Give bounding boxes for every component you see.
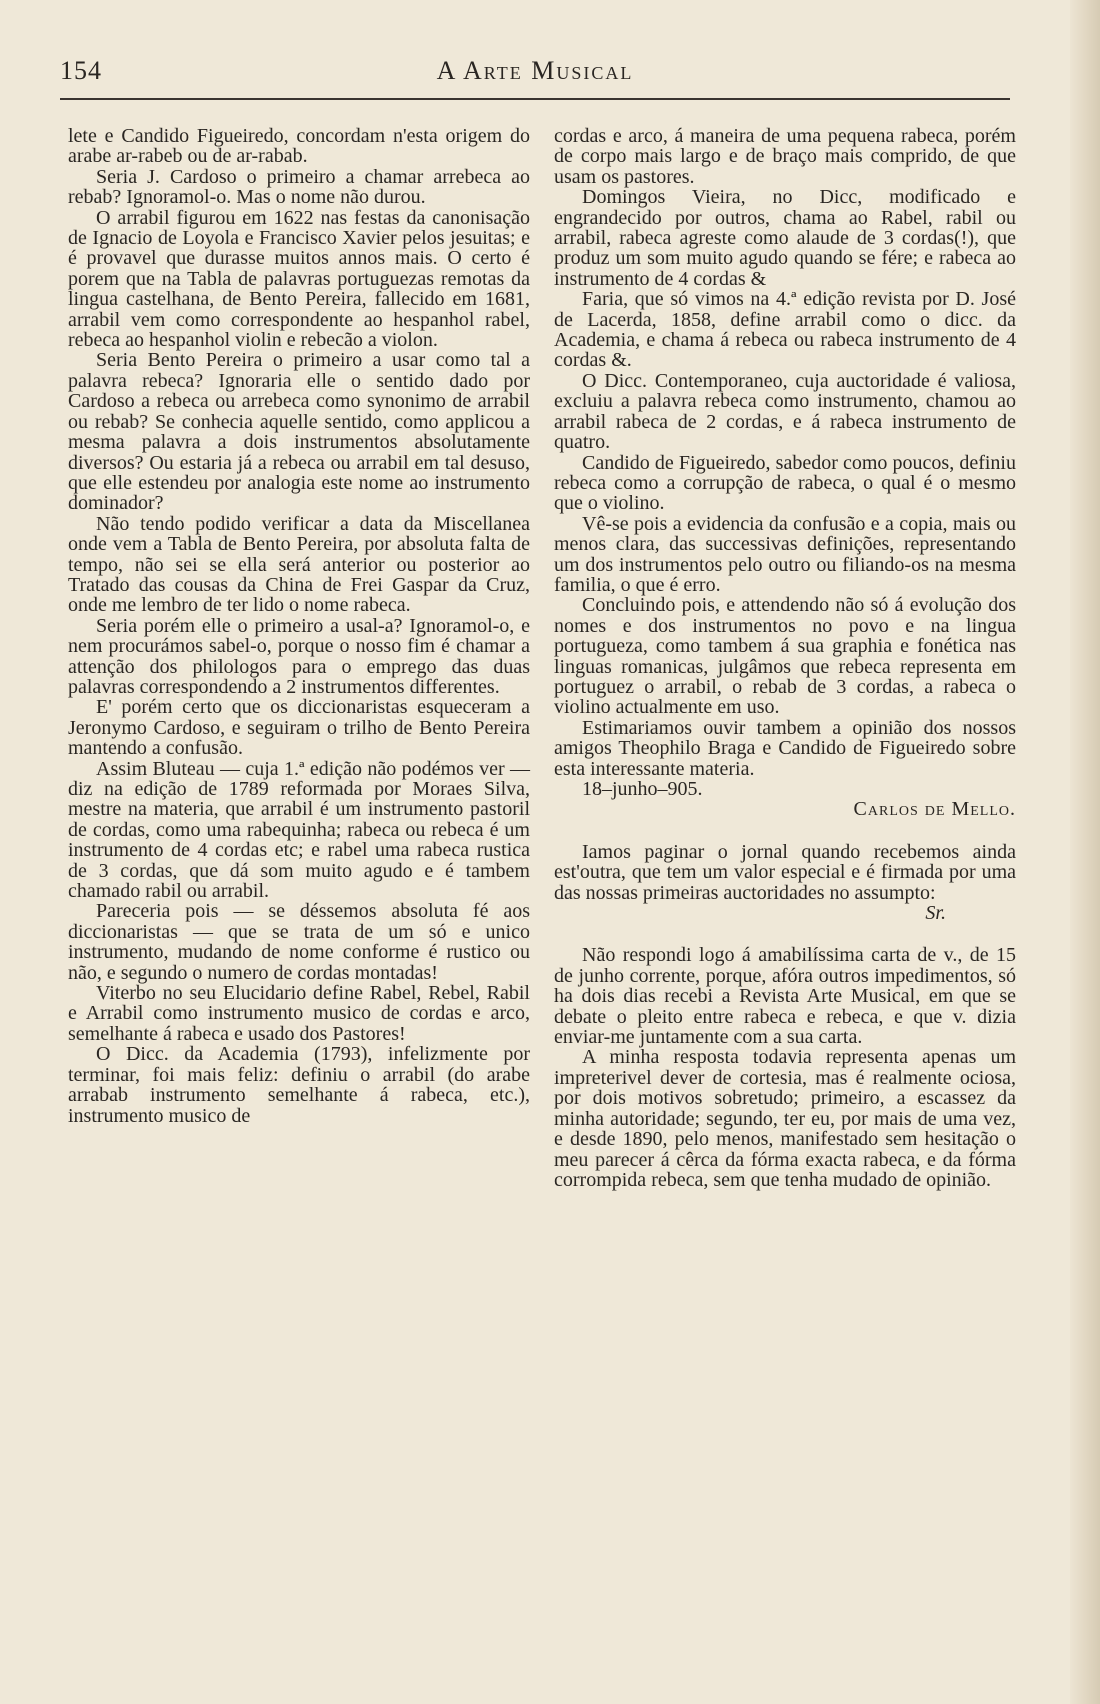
salutation: Sr. — [925, 902, 946, 925]
page-header — [60, 56, 1010, 96]
paragraph: Seria porém elle o primeiro a usal-a? Ignoramol-o, e nem procurámos sabel-o, porque o nosso fim é chamar a attenção dos philologos para o emprego das duas palavras correspondendo a 2 instrumentos differentes. — [68, 614, 530, 698]
paragraph: cordas e arco, á maneira de uma pequena rabeca, porém de corpo mais largo e de braço mais comprido, de que usam os pastores. — [554, 125, 1016, 188]
paragraph: Domingos Vieira, no Dicc, modificado e engrandecido por outros, chama ao Rabel, rabil ou arrabil, rabeca agreste como alaude de 3 cordas(!), que produz um som muito agudo quando se fére; e rabeca ao instrumento de 4 cordas & — [554, 186, 1016, 290]
header-rule — [60, 98, 1010, 100]
date-line: 18–junho–905. — [582, 778, 703, 800]
signature: Carlos de Mello. — [853, 798, 1016, 821]
paragraph: Pareceria pois — se déssemos absoluta fé aos diccionaristas — que se trata de um só e unico instrumento, mudando de nome conforme é rustico ou não, e segundo o numero de cordas montadas! — [68, 900, 530, 984]
paragraph: Concluindo pois, e attendendo não só á evolução dos nomes e dos instrumentos no povo e na lingua portugueza, como tambem á sua graphia e fonética nas linguas romanicas, julgâmos que rebeca representa em portuguez o arrabil, o rebab de 3 cordas, a rabeca o violino actualmente em uso. — [554, 594, 1016, 719]
paragraph: Vê-se pois a evidencia da confusão e a copia, mais ou menos clara, das successivas definições, representando um dos instrumentos pelo outro ou filiando-os na mesma familia, o que é erro. — [554, 512, 1016, 596]
paragraph: Assim Bluteau — cuja 1.ª edição não podémos ver — diz na edição de 1789 reformada por Moraes Silva, mestre na materia, que arrabil é um instrumento pastoril de cordas, como uma rabequinha; rabeca ou rebeca é um instrumento de 4 cordas etc; e rabel uma rabeca rustica de 3 cordas, que dá som muito agudo e é tambem chamado rabil ou arrabil. — [68, 757, 530, 903]
paragraph: Seria J. Cardoso o primeiro a chamar arrebeca ao rebab? Ignoramol-o. Mas o nome não durou. — [68, 165, 530, 209]
section-spacer — [554, 923, 1016, 945]
paragraph: O Dicc. da Academia (1793), infelizmente por terminar, foi mais feliz: definiu o arrabil (do arabe arrabab instrumento semelhante á rabeca, etc.), instrumento musico de — [68, 1043, 530, 1127]
paragraph: O arrabil figurou em 1622 nas festas da canonisação de Ignacio de Loyola e Francisco Xavier pelos jesuitas; e é provavel que durasse muitos annos mais. O certo é porem que na Tabla de palavras portuguezas remotas da lingua castelhana, de Bento Pereira, fallecido em 1681, arrabil vem como correspondente ao hespanhol rabel, rebeca ao hespanhol violin e rebecão a violon. — [68, 206, 530, 352]
paragraph: Viterbo no seu Elucidario define Rabel, Rebel, Rabil e Arrabil como instrumento musico de cordas e arco, semelhante á rabeca e usado dos Pastores! — [68, 982, 530, 1045]
paragraph: O Dicc. Contemporaneo, cuja auctoridade é valiosa, excluiu a palavra rebeca como instrumento, chamou ao arrabil rabeca de 2 cordas, e á rabeca instrumento de quatro. — [554, 369, 1016, 454]
paragraph: Não tendo podido verificar a data da Miscellanea onde vem a Tabla de Bento Pereira, por absoluta falta de tempo, não sei se ella será anterior ou posterior ao Tratado das cousas da China de Frei Gaspar da Cruz, onde me lembro de ter lido o nome rabeca. — [68, 512, 530, 617]
paragraph: Seria Bento Pereira o primeiro a usar como tal a palavra rebeca? Ignoraria elle o sentido dado por Cardoso a rebeca ou arrebeca como synonimo de arrabil ou rebab? Se conhecia aquelle sentido, como applicou a mesma palavra a dois instrumentos absolutamente diversos? Ou estaria já a rebeca ou arrabil em tal desuso, que elle estendeu por analogia este nome ao instrumento dominador? — [68, 349, 530, 515]
right-column — [554, 126, 1016, 1190]
paragraph: Estimariamos ouvir tambem a opinião dos nossos amigos Theophilo Braga e Candido de Figueiredo sobre esta interessante materia. — [554, 716, 1016, 780]
paragraph: E' porém certo que os diccionaristas esqueceram a Jeronymo Cardoso, e seguiram o trilho de Bento Pereira mantendo a confusão. — [68, 696, 530, 760]
running-title: A Arte Musical — [436, 56, 634, 85]
paragraph: Faria, que só vimos na 4.ª edição revista por D. José de Lacerda, 1858, define arrabil como o dicc. da Academia, e chama á rebeca ou rabeca instrumento de 4 cordas &. — [554, 288, 1016, 372]
letter-paragraph: A minha resposta todavia representa apenas um impreterivel dever de cortesia, mas é realmente ociosa, por dois motivos sobretudo; primeiro, a escassez da minha autoridade; segundo, ter eu, por mais de uma vez, e desde 1890, pelo menos, manifestado sem hesitação o meu parecer á cêrca da fórma exacta rabeca, e da fórma corrompida rebeca, sem que tenha mudado de opinião. — [554, 1046, 1016, 1191]
intro-paragraph: Iamos paginar o jornal quando recebemos ainda est'outra, que tem um valor especial e é firmada por uma das nossas primeiras auctoridades no assumpto: — [554, 840, 1016, 904]
section-spacer — [554, 820, 1016, 842]
page-number: 154 — [60, 56, 102, 85]
left-column — [68, 126, 530, 1126]
letter-paragraph: Não respondi logo á amabilíssima carta de v., de 15 de junho corrente, porque, afóra outros impedimentos, só ha dois dias recebi a Revista Arte Musical, em que se debate o pleito entre rabeca e rebeca, e que v. dizia enviar-me juntamente com a sua carta. — [554, 944, 1016, 1049]
page-edge-shadow — [1070, 0, 1100, 1704]
paragraph: lete e Candido Figueiredo, concordam n'esta origem do arabe ar-rabeb ou de ar-rabab. — [68, 125, 530, 168]
paragraph: Candido de Figueiredo, sabedor como poucos, definiu rebeca como a corrupção de rabeca, o qual é o mesmo que o violino. — [554, 451, 1016, 515]
